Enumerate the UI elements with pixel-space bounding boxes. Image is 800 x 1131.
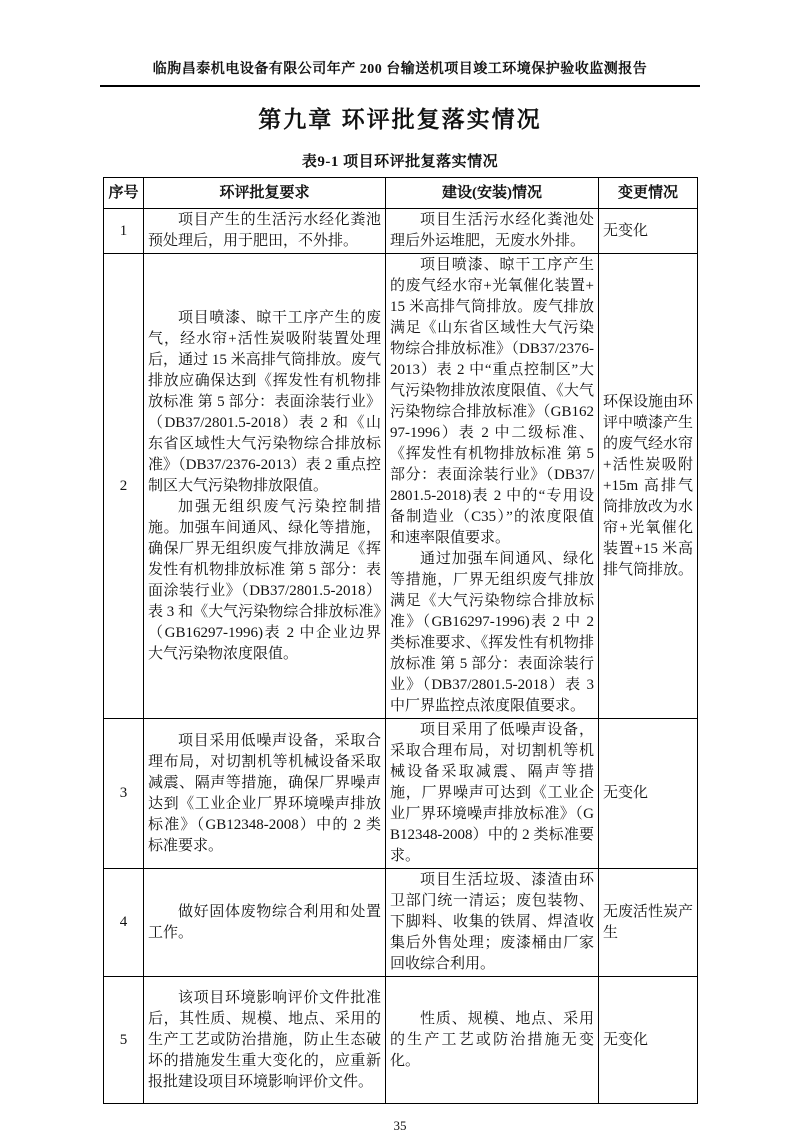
construction-cell bbox=[386, 254, 599, 719]
construction-cell bbox=[386, 869, 599, 977]
paragraph: 加强无组织废气污染控制措施。加强车间通风、绿化等措施，确保厂界无组织废气排放满足《挥发性有机物排放标准 第 5 部分：表面涂装行业》（DB37/2801.5-2018）表 3 和《大气污染物综合排放标准》（GB16297-1996)表 2 中企业边界大气污染物浓度限值。 bbox=[148, 498, 381, 662]
change-cell: 无废活性炭产生 bbox=[599, 869, 698, 977]
column-header-construction: 建设(安装)情况 bbox=[386, 178, 599, 209]
table-row bbox=[104, 719, 698, 869]
paragraph: 通过加强车间通风、绿化等措施，厂界无组织废气排放满足《大气污染物综合排放标准》（GB16297-1996)表 2 中 2 类标准要求、《挥发性有机物排放标准 第 5 部分：表面涂装行业》（DB37/2801.5-2018）表 3 中厂界监控点浓度限值要求。 bbox=[390, 551, 594, 714]
change-cell: 环保设施由环评中喷漆产生的废气经水帘+活性炭吸附+15m 高排气筒排放改为水帘+光氧催化装置+15 米高排气筒排放。 bbox=[599, 254, 698, 719]
paragraph: 项目采用低噪声设备，采取合理布局，对切割机等机械设备采取减震、隔声等措施，确保厂界噪声达到《工业企业厂界环境噪声排放标准》（GB12348-2008）中的 2 类标准要求。 bbox=[148, 732, 381, 854]
table-row bbox=[104, 254, 698, 719]
column-header-requirement: 环评批复要求 bbox=[144, 178, 386, 209]
construction-cell bbox=[386, 977, 599, 1104]
paragraph: 项目喷漆、晾干工序产生的废气，经水帘+活性炭吸附装置处理后，通过 15 米高排气筒排放。废气排放应确保达到《挥发性有机物排放标准 第 5 部分：表面涂装行业》（DB37/2801.5-2018）表 2 和《山东省区域性大气污染物综合排放标准》（DB37/2376-2013）表 2 重点控制区大气污染物排放限值。 bbox=[148, 309, 381, 494]
requirement-cell bbox=[144, 719, 386, 869]
paragraph: 该项目环境影响评价文件批准后，其性质、规模、地点、采用的生产工艺或防治措施，防止生态破坏的措施发生重大变化的，应重新报批建设项目环境影响评价文件。 bbox=[148, 989, 381, 1090]
paragraph: 做好固体废物综合利用和处置工作。 bbox=[148, 903, 381, 941]
table-row bbox=[104, 869, 698, 977]
table-header-row bbox=[104, 178, 698, 209]
paragraph: 项目产生的生活污水经化粪池预处理后，用于肥田，不外排。 bbox=[148, 212, 381, 249]
running-header-text: 临朐昌泰机电设备有限公司年产 200 台输送机项目竣工环境保护验收监测报告 bbox=[152, 62, 648, 77]
running-header bbox=[0, 0, 800, 78]
page-number: 35 bbox=[393, 1118, 407, 1131]
paragraph: 项目生活污水经化粪池处理后外运堆肥，无废水外排。 bbox=[390, 212, 594, 249]
table-row bbox=[104, 209, 698, 254]
table-body bbox=[104, 209, 698, 1104]
paragraph: 项目采用了低噪声设备，采取合理布局，对切割机等机械设备采取减震、隔声等措施，厂界噪声可达到《工业企业厂界环境噪声排放标准》（GB12348-2008）中的 2 类标准要求。 bbox=[390, 722, 594, 864]
column-header-change: 变更情况 bbox=[599, 178, 698, 209]
table-row bbox=[104, 977, 698, 1104]
requirement-cell bbox=[144, 977, 386, 1104]
header-rule bbox=[100, 85, 700, 87]
row-number: 2 bbox=[104, 254, 144, 719]
row-number: 1 bbox=[104, 209, 144, 254]
row-number: 3 bbox=[104, 719, 144, 869]
requirement-cell bbox=[144, 869, 386, 977]
requirement-cell bbox=[144, 209, 386, 254]
change-cell: 无变化 bbox=[599, 719, 698, 869]
row-number: 4 bbox=[104, 869, 144, 977]
change-cell: 无变化 bbox=[599, 977, 698, 1104]
table-caption: 表9-1 项目环评批复落实情况 bbox=[301, 154, 499, 170]
construction-cell bbox=[386, 719, 599, 869]
construction-cell bbox=[386, 209, 599, 254]
table-header bbox=[104, 178, 698, 209]
column-header-index: 序号 bbox=[104, 178, 144, 209]
requirement-cell bbox=[144, 254, 386, 719]
row-number: 5 bbox=[104, 977, 144, 1104]
paragraph: 项目喷漆、晾干工序产生的废气经水帘+光氧催化装置+15 米高排气筒排放。废气排放满足《山东省区域性大气污染物综合排放标准》（DB37/2376-2013）表 2 中“重点控制区”大气污染物排放浓度限值、《大气污染物综合排放标准》（GB16297-1996）表 2 中二级标准、《挥发性有机物排放标准 第 5 部分：表面涂装行业》（DB37/2801.5-2018)表 2 中的“专用设备制造业（C35）”的浓度限值和速率限值要求。 bbox=[390, 257, 594, 546]
change-cell: 无变化 bbox=[599, 209, 698, 254]
chapter-title: 第九章 环评批复落实情况 bbox=[258, 106, 542, 132]
epa-approval-table bbox=[103, 177, 698, 1104]
paragraph: 项目生活垃圾、漆渣由环卫部门统一清运；废包装物、下脚料、收集的铁屑、焊渣收集后外售处理；废漆桶由厂家回收综合利用。 bbox=[390, 872, 594, 972]
paragraph: 性质、规模、地点、采用的生产工艺或防治措施无变化。 bbox=[390, 1010, 594, 1069]
